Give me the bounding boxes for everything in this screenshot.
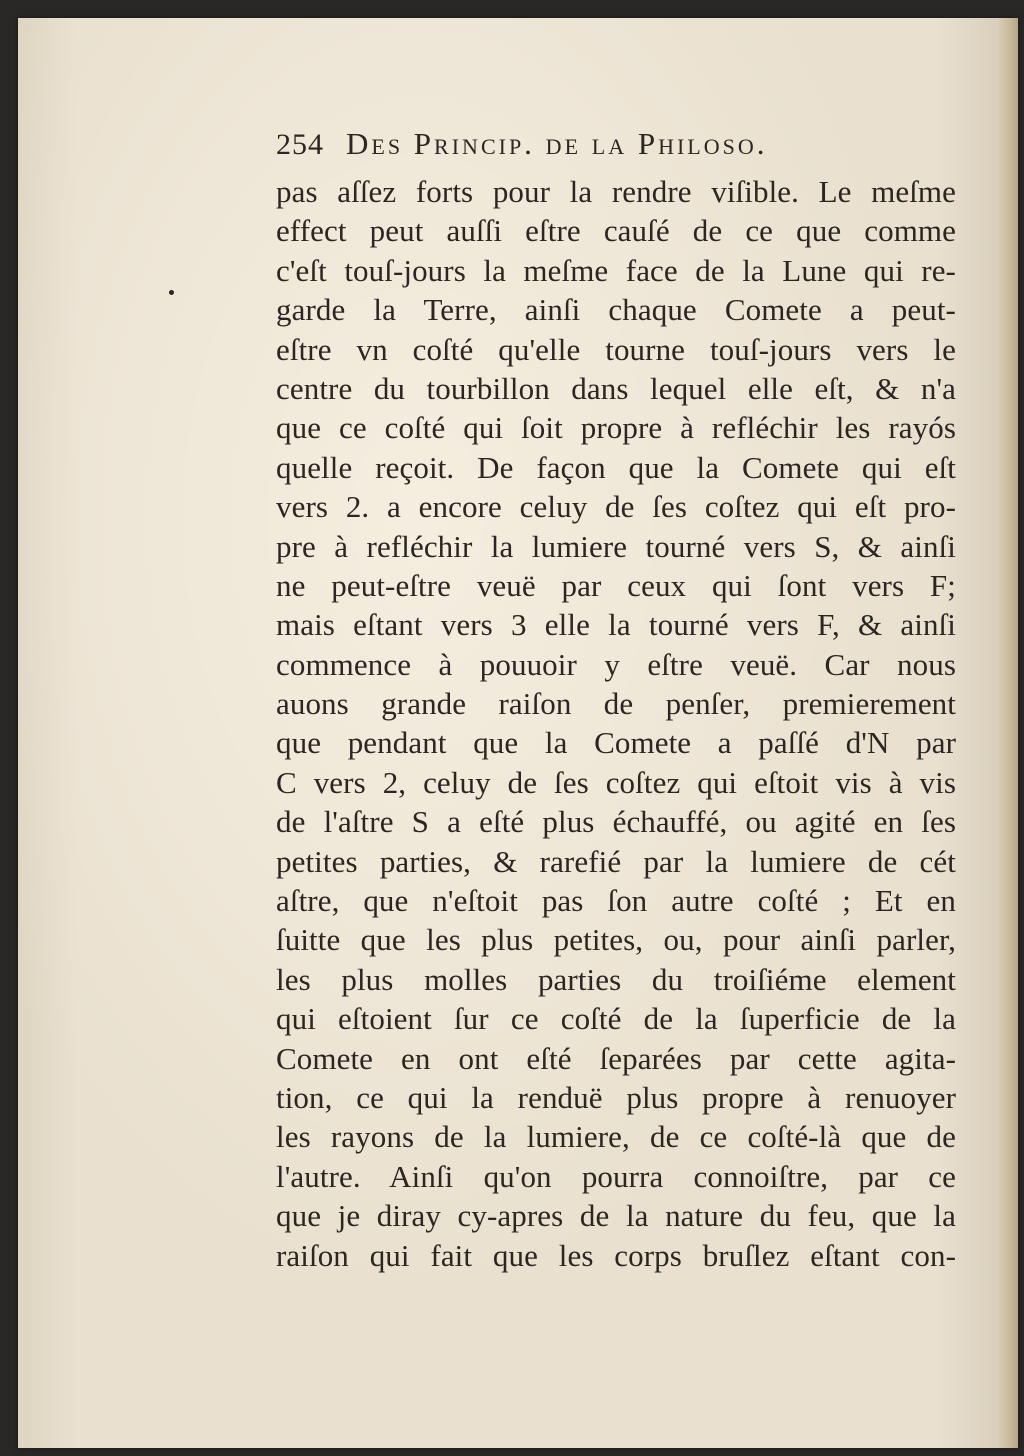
- text-line: que pendant que la Comete a paſſé d'N par: [276, 725, 956, 761]
- text-line: qui eſtoient ſur ce coſté de la ſuperficie de la: [276, 1001, 956, 1037]
- page-header: [276, 126, 956, 170]
- text-line: l'autre. Ainſi qu'on pourra connoiſtre, par ce: [276, 1158, 956, 1194]
- text-line: eſtre vn coſté qu'elle tourne touſ-jours vers le: [276, 331, 956, 367]
- running-head: Des Princip. de la Philoso.: [346, 126, 768, 161]
- text-line: tion, ce qui la renduë plus propre à renuoyer: [276, 1079, 956, 1115]
- text-line: ſuitte que les plus petites, ou, pour ainſi parler,: [276, 922, 956, 958]
- text-line: pas aſſez forts pour la rendre viſible. Le meſme: [276, 174, 956, 209]
- text-line: petites parties, & rarefié par la lumiere de cét: [276, 843, 956, 879]
- text-line: les rayons de la lumiere, de ce coſté-là que de: [276, 1119, 956, 1155]
- text-line: garde la Terre, ainſi chaque Comete a peut-: [276, 292, 956, 328]
- text-line: quelle reçoit. De façon que la Comete qui eſt: [276, 449, 956, 485]
- text-line: aſtre, que n'eſtoit pas ſon autre coſté ; Et en: [276, 883, 956, 919]
- text-line: que je diray cy-apres de la nature du feu, que la: [276, 1198, 956, 1234]
- text-line: auons grande raiſon de penſer, premierement: [276, 686, 956, 722]
- text-line: de l'aſtre S a eſté plus échauffé, ou agité en ſes: [276, 804, 956, 840]
- text-line: ne peut-eſtre veuë par ceux qui ſont vers F;: [276, 567, 956, 603]
- text-line: effect peut auſſi eſtre cauſé de ce que comme: [276, 213, 956, 249]
- text-line: les plus molles parties du troiſiéme element: [276, 961, 956, 997]
- text-line: vers 2. a encore celuy de ſes coſtez qui eſt pro-: [276, 489, 956, 525]
- text-line: commence à pouuoir y eſtre veuë. Car nous: [276, 646, 956, 682]
- text-line: Comete en ont eſté ſeparées par cette agita-: [276, 1040, 956, 1076]
- page-edge: [998, 18, 1018, 1448]
- text-line: raiſon qui fait que les corps bruſlez eſtant con-: [276, 1237, 956, 1273]
- page-number: 254: [276, 128, 324, 161]
- text-line: que ce coſté qui ſoit propre à refléchir les rayós: [276, 410, 956, 446]
- book-page: [18, 18, 1018, 1448]
- text-line: c'eſt touſ-jours la meſme face de la Lune qui re-: [276, 252, 956, 288]
- text-line: pre à refléchir la lumiere tourné vers S, & ainſi: [276, 528, 956, 564]
- body-text: [276, 172, 956, 1275]
- text-line: centre du tourbillon dans lequel elle eſt, & n'a: [276, 370, 956, 406]
- text-line: mais eſtant vers 3 elle la tourné vers F, & ainſi: [276, 607, 956, 643]
- text-line: C vers 2, celuy de ſes coſtez qui eſtoit vis à vis: [276, 764, 956, 800]
- margin-mark: [169, 290, 174, 295]
